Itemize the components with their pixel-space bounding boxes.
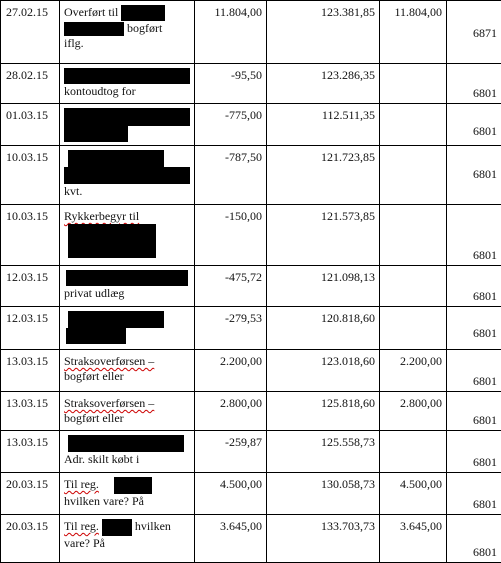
table-row bbox=[1, 515, 501, 563]
description-text: bogført bbox=[127, 21, 162, 35]
other-amount-cell: 11.804,00 bbox=[380, 1, 447, 64]
amount-cell: 2.200,00 bbox=[195, 350, 267, 392]
balance-cell: 112.511,35 bbox=[267, 104, 380, 146]
account-cell: 6801 bbox=[447, 473, 501, 515]
description-text: Til reg. bbox=[64, 477, 99, 491]
date-cell: 13.03.15 bbox=[1, 350, 60, 392]
amount-cell: 3.645,00 bbox=[195, 515, 267, 563]
other-amount-cell: 4.500,00 bbox=[380, 473, 447, 515]
description-cell bbox=[60, 307, 195, 350]
date-cell: 13.03.15 bbox=[1, 431, 60, 473]
account-cell: 6871 bbox=[447, 1, 501, 64]
description-text: bogført eller bbox=[64, 369, 190, 384]
redaction-block bbox=[68, 150, 164, 167]
balance-cell: 133.703,73 bbox=[267, 515, 380, 563]
table-row bbox=[1, 266, 501, 307]
description-cell bbox=[60, 431, 195, 473]
amount-cell: -775,00 bbox=[195, 104, 267, 146]
other-amount-cell bbox=[380, 64, 447, 104]
amount-cell: -95,50 bbox=[195, 64, 267, 104]
table-row bbox=[1, 205, 501, 266]
other-amount-cell: 3.645,00 bbox=[380, 515, 447, 563]
other-amount-cell bbox=[380, 146, 447, 205]
date-cell: 12.03.15 bbox=[1, 307, 60, 350]
redaction-block bbox=[64, 68, 190, 84]
balance-cell: 120.818,60 bbox=[267, 307, 380, 350]
account-cell: 6801 bbox=[447, 392, 501, 431]
amount-cell: -150,00 bbox=[195, 205, 267, 266]
account-cell: 6801 bbox=[447, 104, 501, 146]
amount-cell: 11.804,00 bbox=[195, 1, 267, 64]
description-text: vare? På bbox=[64, 536, 190, 551]
redaction-block bbox=[64, 108, 190, 126]
description-cell bbox=[60, 515, 195, 563]
table-row bbox=[1, 1, 501, 64]
redaction-block bbox=[121, 5, 165, 21]
date-cell: 28.02.15 bbox=[1, 64, 60, 104]
table-row bbox=[1, 350, 501, 392]
table-row bbox=[1, 104, 501, 146]
description-cell bbox=[60, 146, 195, 205]
amount-cell: -787,50 bbox=[195, 146, 267, 205]
other-amount-cell: 2.200,00 bbox=[380, 350, 447, 392]
other-amount-cell bbox=[380, 205, 447, 266]
redaction-block bbox=[64, 167, 190, 184]
balance-cell: 130.058,73 bbox=[267, 473, 380, 515]
table-row bbox=[1, 431, 501, 473]
description-cell bbox=[60, 205, 195, 266]
account-cell: 6801 bbox=[447, 350, 501, 392]
balance-cell: 121.098,13 bbox=[267, 266, 380, 307]
date-cell: 01.03.15 bbox=[1, 104, 60, 146]
description-text: hvilken vare? På bbox=[64, 494, 190, 509]
description-text: iflg. bbox=[64, 36, 190, 51]
amount-cell: 2.800,00 bbox=[195, 392, 267, 431]
redaction-block bbox=[64, 22, 124, 36]
redaction-block bbox=[66, 270, 188, 286]
description-cell bbox=[60, 350, 195, 392]
account-cell: 6801 bbox=[447, 266, 501, 307]
description-text: Adr. skilt købt i bbox=[64, 452, 190, 467]
account-cell: 6801 bbox=[447, 205, 501, 266]
other-amount-cell bbox=[380, 307, 447, 350]
redaction-block bbox=[68, 311, 164, 328]
table-row bbox=[1, 146, 501, 205]
account-cell: 6801 bbox=[447, 64, 501, 104]
description-cell bbox=[60, 104, 195, 146]
other-amount-cell bbox=[380, 104, 447, 146]
balance-cell: 125.818,60 bbox=[267, 392, 380, 431]
description-text: kvt. bbox=[64, 184, 190, 199]
redaction-block bbox=[68, 224, 156, 258]
description-text: hvilken bbox=[135, 519, 171, 533]
date-cell: 10.03.15 bbox=[1, 205, 60, 266]
amount-cell: -475,72 bbox=[195, 266, 267, 307]
table-row bbox=[1, 473, 501, 515]
description-text: kontoudtog for bbox=[64, 84, 190, 99]
table-row bbox=[1, 64, 501, 104]
description-cell bbox=[60, 64, 195, 104]
account-cell: 6801 bbox=[447, 307, 501, 350]
other-amount-cell bbox=[380, 431, 447, 473]
amount-cell: 4.500,00 bbox=[195, 473, 267, 515]
redaction-block bbox=[64, 126, 128, 142]
date-cell: 13.03.15 bbox=[1, 392, 60, 431]
date-cell: 20.03.15 bbox=[1, 473, 60, 515]
description-text: privat udlæg bbox=[64, 286, 190, 301]
redaction-block bbox=[66, 328, 126, 344]
description-text: Til reg. bbox=[64, 519, 99, 533]
description-text: bogført eller bbox=[64, 411, 190, 426]
amount-cell: -279,53 bbox=[195, 307, 267, 350]
date-cell: 27.02.15 bbox=[1, 1, 60, 64]
table-row bbox=[1, 392, 501, 431]
description-cell bbox=[60, 1, 195, 64]
redaction-block bbox=[68, 435, 184, 452]
table-row bbox=[1, 307, 501, 350]
redaction-block bbox=[114, 477, 152, 494]
description-cell bbox=[60, 473, 195, 515]
description-text: Rykkerbegyr til bbox=[64, 209, 139, 223]
description-text: Overført til bbox=[64, 5, 118, 19]
date-cell: 10.03.15 bbox=[1, 146, 60, 205]
description-text: Straksoverførsen – bbox=[64, 354, 154, 368]
description-cell bbox=[60, 392, 195, 431]
date-cell: 20.03.15 bbox=[1, 515, 60, 563]
other-amount-cell bbox=[380, 266, 447, 307]
balance-cell: 125.558,73 bbox=[267, 431, 380, 473]
account-cell: 6801 bbox=[447, 431, 501, 473]
balance-cell: 123.381,85 bbox=[267, 1, 380, 64]
description-text: Straksoverførsen – bbox=[64, 396, 154, 410]
redaction-block bbox=[102, 519, 132, 536]
balance-cell: 123.018,60 bbox=[267, 350, 380, 392]
other-amount-cell: 2.800,00 bbox=[380, 392, 447, 431]
balance-cell: 121.723,85 bbox=[267, 146, 380, 205]
date-cell: 12.03.15 bbox=[1, 266, 60, 307]
amount-cell: -259,87 bbox=[195, 431, 267, 473]
account-cell: 6801 bbox=[447, 146, 501, 205]
account-cell: 6801 bbox=[447, 515, 501, 563]
balance-cell: 121.573,85 bbox=[267, 205, 380, 266]
balance-cell: 123.286,35 bbox=[267, 64, 380, 104]
description-cell bbox=[60, 266, 195, 307]
